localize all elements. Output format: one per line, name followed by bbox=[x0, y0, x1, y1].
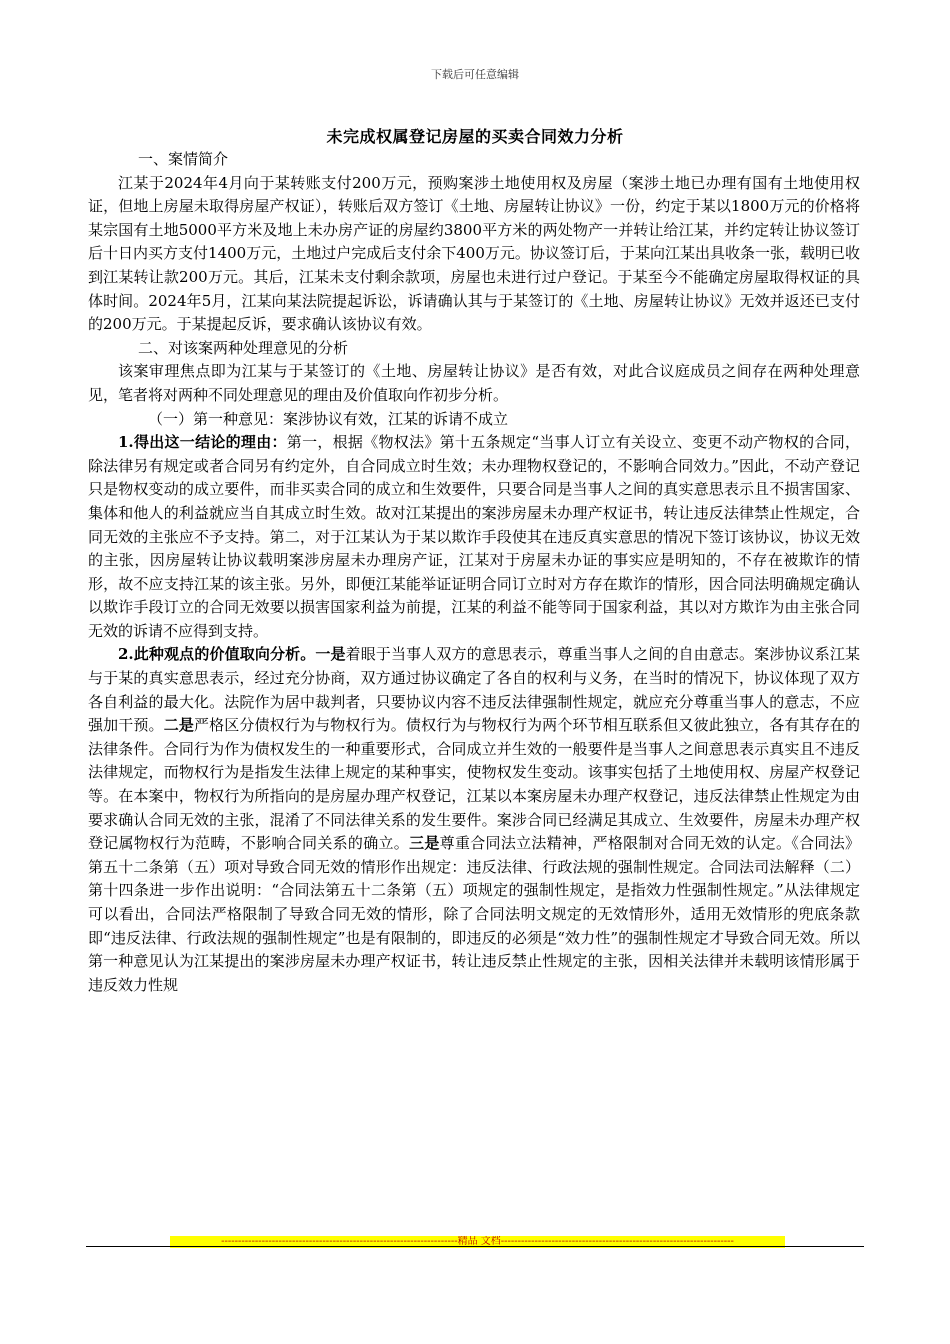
footer-watermark: ----------------------------------------------------------------------精品 文档--------------------------------------------------------------------- bbox=[170, 1236, 785, 1248]
paragraph-reasons-lead: 1.得出这一结论的理由： bbox=[118, 433, 287, 452]
point-one-text: 着眼于当事人双方的意思表示，尊重当事人之间的自由意志。案涉协议系江某与于某的真实意思表示，经过充分协商，双方通过协议确定了各自的权利与义务，在当时的情况下，协议体现了双方各自利益的最大化。法院作为居中裁判者，只要协议内容不违反法律强制性规定，就应充分尊重当事人的意志，不应强加干预。 bbox=[88, 645, 860, 735]
footer-divider bbox=[86, 1246, 864, 1247]
section-heading-2: 二、对该案两种处理意见的分析 bbox=[138, 338, 349, 357]
paragraph-value-lead: 2.此种观点的价值取向分析。 bbox=[118, 645, 316, 664]
point-one-label: 一是 bbox=[315, 645, 346, 664]
header-note: 下载后可任意编辑 bbox=[431, 68, 519, 81]
document-body bbox=[88, 148, 860, 997]
point-two-text: 严格区分债权行为与物权行为。债权行为与物权行为两个环节相互联系但又彼此独立，各有其存在的法律条件。合同行为作为债权发生的一种重要形式，合同成立并生效的一般要件是当事人之间意思表示真实且不违反法律规定，而物权行为是指发生法律上规定的某种事实，使物权发生变动。该事实包括了土地使用权、房屋产权登记等。在本案中，物权行为所指向的是房屋办理产权登记，江某以本案房屋未办理产权登记，违反法律禁止性规定为由要求确认合同无效的主张，混淆了不同法律关系的发生要件。案涉合同已经满足其成立、生效要件，房屋未办理产权登记属物权行为范畴，不影响合同关系的确立。 bbox=[88, 716, 860, 853]
paragraph-focus: 该案审理焦点即为江某与于某签订的《土地、房屋转让协议》是否有效，对此合议庭成员之间存在两种处理意见，笔者将对两种不同处理意见的理由及价值取向作初步分析。 bbox=[88, 362, 860, 404]
subsection-heading-1: （一）第一种意见：案涉协议有效，江某的诉请不成立 bbox=[148, 409, 509, 428]
point-two-label: 二是 bbox=[163, 716, 194, 735]
paragraph-case-summary: 江某于2024年4月向于某转账支付200万元，预购案涉土地使用权及房屋（案涉土地已办理有国有土地使用权证，但地上房屋未取得房屋产权证），转账后双方签订《土地、房屋转让协议》一份，约定于某以1800万元的价格将某宗国有土地5000平方米及地上未办房产证的房屋约3800平方米的两处物产一并转让给江某，并约定转让协议签订后十日内买方支付1400万元，土地过户完成后支付余下400万元。协议签订后，于某向江某出具收条一张，载明已收到江某转让款200万元。其后，江某未支付剩余款项，房屋也未进行过户登记。于某至今不能确定房屋取得权证的具体时间。2024年5月，江某向某法院提起诉讼，诉请确认其与于某签订的《土地、房屋转让协议》无效并返还已支付的200万元。于某提起反诉，要求确认该协议有效。 bbox=[88, 173, 860, 334]
document-title: 未完成权属登记房屋的买卖合同效力分析 bbox=[326, 127, 624, 146]
section-heading-1: 一、案情简介 bbox=[138, 150, 229, 168]
point-three-label: 三是 bbox=[409, 834, 440, 853]
paragraph-reasons-text: 第一，根据《物权法》第十五条规定“当事人订立有关设立、变更不动产物权的合同，除法律另有规定或者合同另有约定外，自合同成立时生效；未办理物权登记的，不影响合同效力。”因此，不动产登记只是物权变动的成立要件，而非买卖合同的成立和生效要件，只要合同是当事人之间的真实意思表示且不损害国家、集体和他人的利益就应当自其成立时生效。故对江某提出的案涉房屋未办理产权证书，转让违反法律禁止性规定，合同无效的主张应不予支持。第二，对于江某认为于某以欺诈手段使其在违反真实意思的情况下签订该协议，协议无效的主张，因房屋转让协议载明案涉房屋未办理房产证，江某对于房屋未办证的事实应是明知的，不存在被欺诈的情形，故不应支持江某的该主张。另外，即便江某能举证证明合同订立时对方存在欺诈的情形，因合同法明确规定确认以欺诈手段订立的合同无效要以损害国家利益为前提，江某的利益不能等同于国家利益，其以对方欺诈为由主张合同无效的诉请不应得到支持。 bbox=[88, 433, 860, 640]
point-three-text: 尊重合同法立法精神，严格限制对合同无效的认定。《合同法》第五十二条第（五）项对导致合同无效的情形作出规定：违反法律、行政法规的强制性规定。合同法司法解释（二）第十四条进一步作出说明：“合同法第五十二条第（五）项规定的强制性规定，是指效力性强制性规定。”从法律规定可以看出，合同法严格限制了导致合同无效的情形，除了合同法明文规定的无效情形外，适用无效情形的兜底条款即“违反法律、行政法规的强制性规定”也是有限制的，即违反的必须是“效力性”的强制性规定才导致合同无效。所以第一种意见认为江某提出的案涉房屋未办理产权证书，转让违反禁止性规定的主张，因相关法律并未载明该情形属于违反效力性规 bbox=[88, 834, 860, 994]
paragraph-reasons bbox=[88, 431, 860, 643]
paragraph-value-analysis bbox=[88, 643, 860, 997]
